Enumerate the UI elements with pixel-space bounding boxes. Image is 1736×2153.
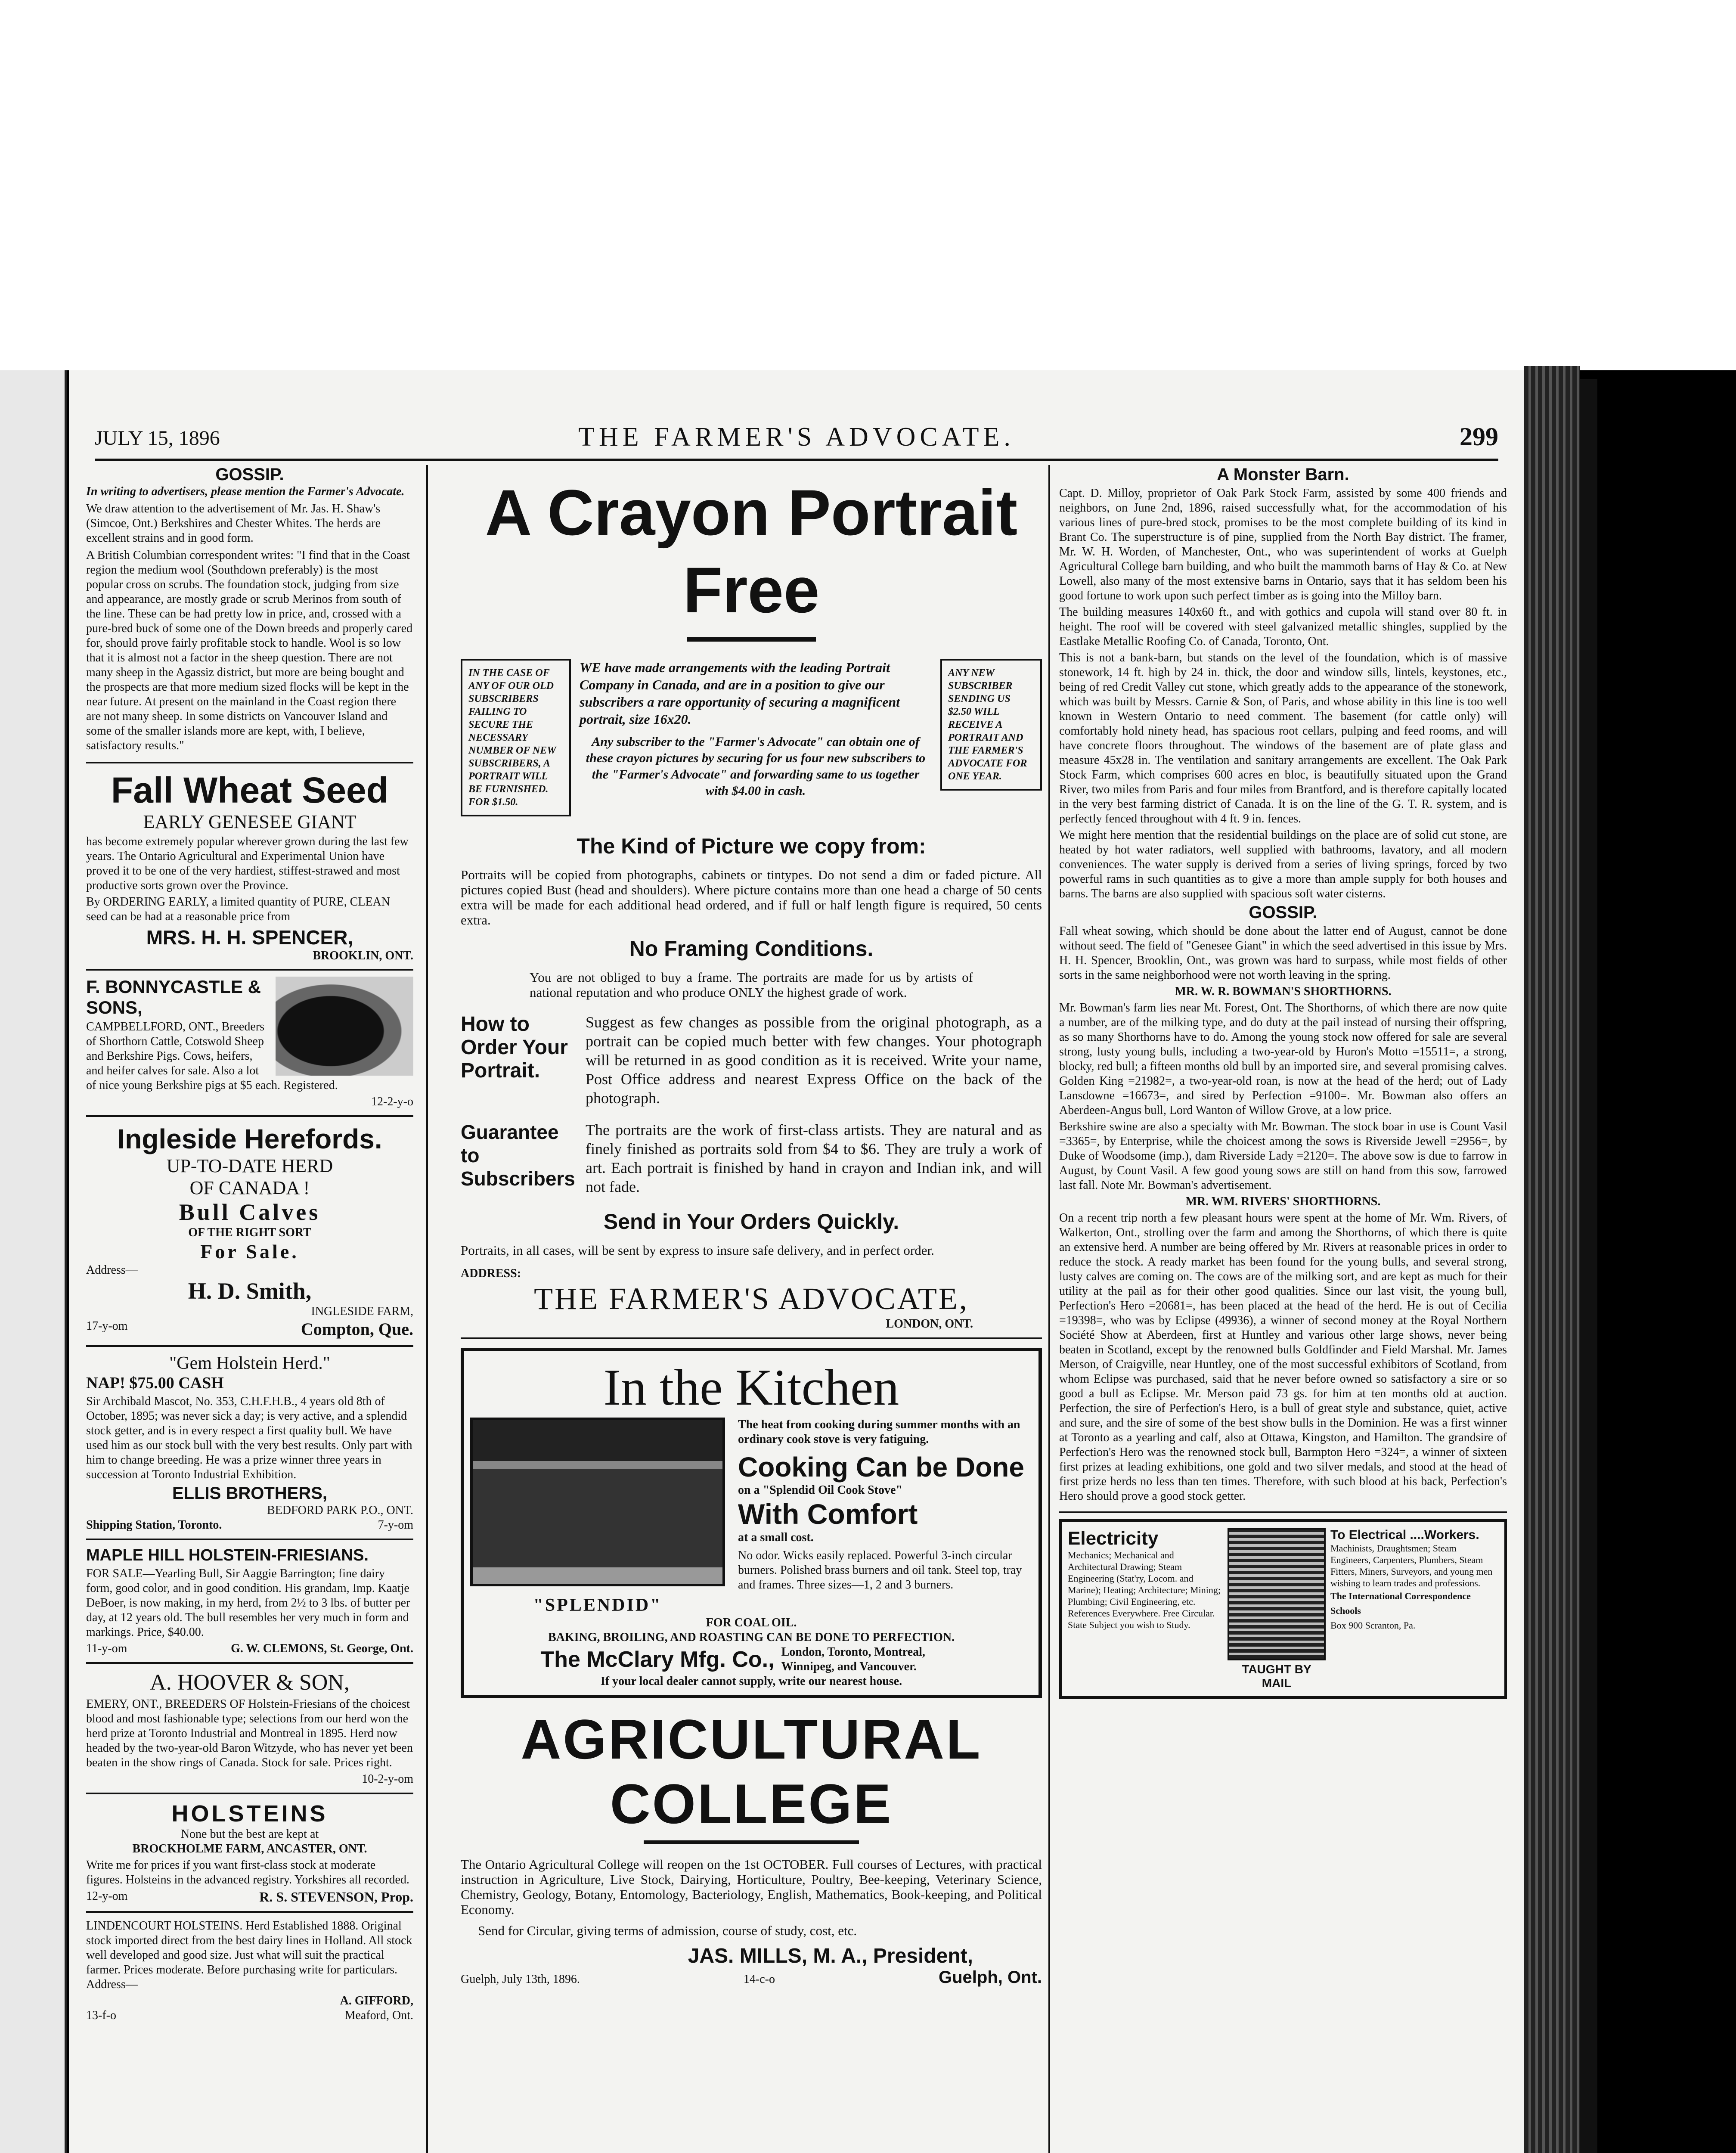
header-rule (95, 459, 1498, 461)
center-column (461, 465, 1042, 2153)
ingleside-farm: INGLESIDE FARM, (311, 1305, 413, 1318)
college-code: 14-c-o (743, 1973, 775, 1986)
gossip-paragraph: Fall wheat sowing, which should be done about the latter end of August, cannot be done without seed. The field of "Genesee Giant" in which the seed advertised in this issue by Mrs. H. H. Spencer, Brooklin, Ont., was grown was hard to surpass, while most fields of other sorts in the same neighborhood were not worth leaving in the spring. (1059, 924, 1507, 982)
wheat-seller: MRS. H. H. SPENCER, (146, 926, 353, 949)
crayon-portrait-ad (461, 474, 1042, 1339)
column-divider (1048, 465, 1050, 2153)
gossip-paragraph: Mr. Bowman's farm lies near Mt. Forest, Ont. The Shorthorns, of which there are now quite a number, are of the milking type, and do duty at the pail instead of nursing their offspring, as so many Shorthorns have to do. Among the young stock now offered for sale are several strong, lusty young bulls, including a two-year-old by Huron's Motto =15511=, a strong, blocky, red bull; a fifteen months old bull by an imported sire, and several promising calves. Golden King =21982=, a two-year-old roan, is now at the head of the herd; out of Lady Lansdowne =16673=, and sired by Perfection =9100=. Mr. Bowman also offers an Aberdeen-Angus bull, Lord Wanton of Willow Grove, at a low price. (1059, 1001, 1507, 1117)
send-heading: Send in Your Orders Quickly. (603, 1210, 899, 1234)
college-town: Guelph, Ont. (939, 1968, 1042, 1987)
gem-body: Sir Archibald Mascot, No. 353, C.H.F.H.B., 4 years old 8th of October, 1895; was never sick a day; is very active, and a splendid stock getter, and is in every respect a first quality bull. We have used him as our stock bull with the very best results. Only part with him to change breeding. He was a prize winner three years in succession at Toronto Industrial Exhibition. (86, 1395, 412, 1481)
ingleside-heading: Ingleside Herefords. (117, 1123, 382, 1154)
page-number: 299 (1460, 422, 1498, 451)
ingleside-code: 17-y-om (86, 1319, 128, 1333)
wheat-variety: EARLY GENESEE GIANT (143, 811, 356, 832)
gossip-paragraph: Berkshire swine are also a specialty with Mr. Bowman. The stock boar in use is Count Vasil =3365=, by Enterprise, while the choicest among the sows is Riverside Jewell =2956=, by Duke of Woodsome (imp.), dam Riverside Lady =2120=. The above sow is due to farrow in August, by Count Vasil. A few good young sows are still on hand from this sow, farrowed last fall. Note Mr. Bowman's advertisement. (1059, 1120, 1507, 1192)
holsteins-heading: HOLSTEINS (171, 1801, 328, 1827)
barn-paragraph: We might here mention that the residential buildings on the place are of solid cut stone, are heated by hot water radiators, well supplied with bathrooms, lavatory, and all modern conveniences. The water supply is derived from a series of living springs, forced by two powerful rams in such quantities as to give a more than ample supply for both houses and barns. The barns are also supplied with spacious soft water cisterns. (1059, 828, 1507, 900)
ingleside-name: H. D. Smith, (188, 1278, 312, 1304)
barn-heading: A Monster Barn. (1217, 465, 1349, 484)
address-label: ADDRESS: (461, 1267, 521, 1280)
college-ad (461, 1707, 1042, 1987)
college-footer (461, 1968, 1042, 1987)
kitchen-maker-row (470, 1645, 1032, 1674)
gossip-heading: GOSSIP. (215, 465, 284, 484)
kitchen-dealer: If your local dealer cannot supply, write our nearest house. (600, 1675, 902, 1688)
lindencourt-footer (86, 2008, 413, 2023)
wheat-body: has become extremely popular wherever grown during the last few years. The Ontario Agricultural and Experimental Union have proved it to be one of the very hardiest, stiffest-strawed and most productive sorts grown over the Province. (86, 835, 409, 892)
old-subscriber-box: IN THE CASE OF ANY OF OUR OLD SUBSCRIBERS FAILING TO SECURE THE NECESSARY NUMBER OF NEW SUBSCRIBERS, A PORTRAIT WILL BE FURNISHED. FOR $1.50. (461, 659, 571, 816)
right-column (1059, 465, 1507, 2153)
kitchen-maker: The McClary Mfg. Co., (540, 1647, 775, 1672)
wheat-heading: Fall Wheat Seed (111, 770, 389, 810)
crayon-offer-row (461, 659, 1042, 816)
holsteins-code: 12-y-om (86, 1889, 128, 1903)
kitchen-features: No odor. Wicks easily replaced. Powerful 3-inch circular burners. Polished brass burners and oil tank. Steel top, tray and frames. Three sizes—1, 2 and 3 burners. (738, 1549, 1022, 1591)
lindencourt-name: A. GIFFORD, (340, 1994, 413, 2007)
bonnycastle-body: CAMPBELLFORD, ONT., Breeders of Shorthorn Cattle, Cotswold Sheep and Berkshire Pigs. Cows, heifers, and heifer calves for sale. Also a lot of nice young Berkshire pigs at $5 each. Registered. (86, 1020, 338, 1092)
lindencourt-town: Meaford, Ont. (344, 2009, 413, 2022)
maple-hill-ad (86, 1546, 413, 1664)
book-spine (1524, 366, 1580, 2153)
framing-body: You are not obliged to buy a frame. The portraits are made for us by artists of national reputation and who produce ONLY the highest grade of work. (530, 970, 973, 1000)
monster-barn-article (1059, 465, 1507, 901)
gem-station: Shipping Station, Toronto. (86, 1518, 222, 1532)
college-body: The Ontario Agricultural College will reopen on the 1st OCTOBER. Full courses of Lectures, with practical instruction in Agriculture, Live Stock, Dairying, Horticulture, Poultry, Bee-keeping, Veterinary Science, Chemistry, Geology, Botany, Entomology, Bacteriology, English, Mathematics, Book-keeping, and Political Economy. (461, 1857, 1042, 1917)
gossip-subheading: MR. WM. RIVERS' SHORTHORNS. (1185, 1195, 1381, 1208)
kitchen-uses: BAKING, BROILING, AND ROASTING CAN BE DONE TO PERFECTION. (548, 1631, 955, 1644)
electricity-left (1068, 1528, 1223, 1690)
gossip-paragraph: We draw attention to the advertisement of Mr. Jas. H. Shaw's (Simcoe, Ont.) Berkshires and Chester Whites. The herds are excellent strains and in good form. (86, 502, 381, 545)
ingleside-sub: OF CANADA ! (189, 1177, 310, 1198)
ingleside-sort: OF THE RIGHT SORT (188, 1226, 311, 1239)
bonnycastle-code: 12-2-y-o (371, 1095, 413, 1108)
college-president: JAS. MILLS, M. A., President, (688, 1945, 973, 1967)
maple-code: 11-y-om (86, 1642, 127, 1655)
college-dateline: Guelph, July 13th, 1896. (461, 1973, 580, 1986)
bonnycastle-ad (86, 977, 413, 1117)
framing-heading: No Framing Conditions. (629, 937, 874, 961)
holsteins-footer (86, 1889, 413, 1905)
new-subscriber-box: ANY NEW SUBSCRIBER SENDING US $2.50 WILL RECEIVE A PORTRAIT AND THE FARMER'S ADVOCATE FOR ONE YEAR. (940, 659, 1042, 791)
electricity-emblem (1227, 1528, 1326, 1690)
kitchen-left (470, 1418, 725, 1616)
wheat-order: By ORDERING EARLY, a limited quantity of PURE, CLEAN seed can be had at a reasonable price from (86, 895, 390, 923)
wheat-ad (86, 769, 413, 971)
gossip-note: In writing to advertisers, please mention the Farmer's Advocate. (86, 485, 405, 498)
college-heading: AGRICULTURAL COLLEGE (521, 1708, 982, 1835)
ornament-rule (687, 637, 816, 642)
gem-footer (86, 1518, 413, 1533)
lindencourt-body: LINDENCOURT HOLSTEINS. Herd Established 1888. Original stock imported direct from the best dairy lines in Holland. All stock well developed and good size. Just what will suit the practical farmer. Prices moderate. Before purchasing write for particulars. Address— (86, 1919, 412, 1991)
gossip-section (86, 465, 413, 763)
oil-stove-icon (470, 1418, 725, 1586)
ingleside-address: Address— (86, 1263, 138, 1277)
electricity-right-body: Machinists, Draughtsmen; Steam Engineers, Carpenters, Plumbers, Steam Fitters, Miners, Surveyors, and young men wishing to learn trades and professions. (1330, 1543, 1493, 1588)
bull-illustration-icon (276, 977, 413, 1076)
order-body: Suggest as few changes as possible from the original photograph, as a portrait can be copied much better with few changes. Your photograph will be returned in as good condition as it is received. Write your name, Post Office address and nearest Express Office on the back of the photograph. (586, 1014, 1042, 1107)
holsteins-body: Write me for prices if you want first-class stock at moderate figures. Holsteins in the advanced registry. Yorkshires all recorded. (86, 1858, 409, 1886)
ingleside-footer (86, 1319, 413, 1339)
ingleside-bulls: Bull Calves (179, 1199, 321, 1225)
crayon-offer-text (580, 659, 932, 799)
guarantee-row (461, 1120, 1042, 1196)
crayon-intro: WE have made arrangements with the leading Portrait Company in Canada, and are in a position to give our subscribers a rare opportunity of securing a magnificent portrait, size 16x20. (580, 660, 900, 727)
address-town: LONDON, ONT. (886, 1317, 973, 1331)
guarantee-label: Guarantee to Subscribers (461, 1121, 575, 1190)
emblem-text: TAUGHT BY MAIL (1242, 1663, 1311, 1690)
gem-po: BEDFORD PARK P.O., ONT. (267, 1504, 413, 1517)
order-label: How to Order Your Portrait. (461, 1013, 568, 1082)
electricity-box: Box 900 Scranton, Pa. (1330, 1620, 1416, 1631)
send-body: Portraits, in all cases, will be sent by express to insure safe delivery, and in perfect order. (461, 1243, 934, 1258)
crayon-offer: Any subscriber to the "Farmer's Advocate" can obtain one of these crayon pictures by securing for us four new subscribers to the "Farmer's Advocate" and forwarding same to us together with $4.00 in cash. (586, 735, 926, 798)
electricity-heading: Electricity (1068, 1528, 1159, 1549)
adjacent-page-edge (0, 370, 67, 2153)
kitchen-intro: The heat from cooking during summer months with an ordinary cook stove is very fatiguing. (738, 1418, 1020, 1446)
kitchen-cost: at a small cost. (738, 1531, 814, 1544)
kitchen-row (470, 1418, 1032, 1616)
kitchen-line3: With Comfort (738, 1498, 918, 1530)
kitchen-ad (461, 1348, 1042, 1698)
barn-paragraph: The building measures 140x60 ft., and with gothics and cupola will stand over 80 ft. in height. The roof will be covered with steel galvanized metallic shingles, supplied by the Eastlake Metallic Roofing Co. of Canada, Toronto, Ont. (1059, 605, 1507, 648)
kitchen-line1: Cooking Can be Done (738, 1452, 1024, 1483)
kitchen-fuel: FOR COAL OIL. (706, 1616, 797, 1629)
kind-heading: The Kind of Picture we copy from: (577, 834, 926, 858)
gem-snap: NAP! $75.00 CASH (86, 1374, 224, 1392)
guarantee-body: The portraits are the work of first-class artists. They are natural and as finely finished as portraits sold from $4 to $6. They are truly a work of art. Each portrait is finished by hand in crayon and Indian ink, and will not fade. (586, 1121, 1042, 1195)
kind-body: Portraits will be copied from photographs, cabinets or tintypes. Do not send a dim or faded picture. All pictures copied Bust (head and shoulders). Where picture contains more than one head a charge of 50 cents extra will be made for each additional head ordered, and if full or half length figure is required, 50 cents extra. (461, 867, 1042, 928)
bonnycastle-name: F. BONNYCASTLE & SONS, (86, 977, 261, 1018)
book-edge (1580, 379, 1597, 2153)
gossip-paragraph: On a recent trip north a few pleasant hours were spent at the home of Mr. Wm. Rivers, of Walkerton, Ont., strolling over the farm and among the Shorthorns, of which there is quite an extensive herd. A number are being offered by Mr. Rivers at reasonable prices in order to reduce the stock. A ready market has been found for the young bulls, and several strong, lusty calves are coming on. The cows are of the milking sort, and are kept as much for their utility at the pail as for their other good qualities. Since our last visit, the young bull, Perfection's Hero =20681=, has been placed at the head of the herd. He is out of Cecilia =19398=, who was by Eclipse (49936), a winner of second money at the Royal Northern Société Show at Aberdeen, first at Huntley and various other large shows, never being beaten in Scotland, except by the renowned bulls Goldfinder and Field Marshal. Mr. James Merson, of Craigville, near Huntley, one of the most successful exhibitors of Scotland, from whom Eclipse was purchased, said that he never before owned so satisfactory a sire or so good a bull as Eclipse. Mr. Merson paid 73 gs. for him at ten months old at auction. Perfection, the sire of Perfection's Hero, is a bull of great style and substance, quiet, active and sure, and the sire of some of the best show bulls in the Dominion. He was a first winner at Toronto as a yearling and calf, also at Ottawa, Kingston, and Hamilton. The grandsire of Perfection's Hero was the renowned stock bull, Barmpton Hero =324=, a winner of sixteen first prizes at leading exhibitions, one gold and two silver medals, and stood at the head of first prize herds no less than ten times. Therefore, with such blood at his back, Perfection's Hero should prove a good stock getter. (1059, 1211, 1507, 1503)
maple-name: G. W. CLEMONS, St. George, Ont. (231, 1642, 413, 1655)
ingleside-sale: For Sale. (200, 1241, 299, 1263)
gem-heading: "Gem Holstein Herd." (169, 1353, 330, 1373)
scan-background (0, 0, 1736, 370)
wheat-town: BROOKLIN, ONT. (313, 949, 413, 962)
holsteins-ad (86, 1800, 413, 1913)
column-divider (426, 465, 428, 2153)
kitchen-cities: London, Toronto, Montreal, Winnipeg, and Vancouver. (781, 1645, 925, 1673)
lindencourt-ad (86, 1919, 413, 2023)
page-header (95, 422, 1498, 456)
left-column (86, 465, 413, 2153)
barn-paragraph: Capt. D. Milloy, proprietor of Oak Park Stock Farm, assisted by some 400 friends and neighbors, on June 2nd, 1896, raised successfully what, for the accommodation of his various lines of pure-bred stock, promises to be the most complete building of its kind in Brant Co. The superstructure is of pine, supplied from the North Bay district. The framer, Mr. W. H. Worden, of Manchester, Ont., who was superintendent of works at Guelph Agricultural College barn building, and who built the mammoth barns of Hay & Co. at New Lowell, also many of the most extensive barns in Ontario, says that it has seldom been his good fortune to work upon such perfect timber as is going into the Milloy barn. (1059, 487, 1507, 602)
hoover-heading: A. HOOVER & SON, (150, 1670, 350, 1695)
header-date: JULY 15, 1896 (95, 427, 220, 450)
ingleside-ad (86, 1123, 413, 1347)
kitchen-right (738, 1418, 1032, 1616)
holsteins-sub: None but the best are kept at (180, 1827, 319, 1841)
gossip-heading: GOSSIP. (1249, 903, 1318, 922)
gossip-subheading: MR. W. R. BOWMAN'S SHORTHORNS. (1175, 985, 1392, 998)
gossip-section (1059, 903, 1507, 1513)
hoover-ad (86, 1670, 413, 1794)
maple-heading: MAPLE HILL HOLSTEIN-FRIESIANS. (86, 1546, 369, 1564)
ingleside-town: Compton, Que. (301, 1319, 413, 1339)
stove-name: "SPLENDID" (533, 1595, 662, 1615)
ingleside-sub: UP-TO-DATE HERD (166, 1155, 333, 1176)
college-circular: Send for Circular, giving terms of admission, course of study, cost, etc. (478, 1923, 857, 1938)
gem-holstein-ad (86, 1353, 413, 1540)
masthead-title: THE FARMER'S ADVOCATE. (578, 422, 1015, 452)
lindencourt-code: 13-f-o (86, 2009, 116, 2022)
order-row (461, 1013, 1042, 1108)
electricity-ad (1059, 1519, 1507, 1699)
gem-code: 7-y-om (378, 1518, 413, 1532)
address-name: THE FARMER'S ADVOCATE, (534, 1281, 969, 1316)
electricity-right-heading: To Electrical ....Workers. (1330, 1528, 1479, 1542)
hoover-body: EMERY, ONT., BREEDERS OF Holstein-Friesians of the choicest blood and most fashionable type; selections from our herd won the herd prize at Toronto Industrial and Montreal in 1895. Herd now headed by the two-year-old Baron Witzyde, who has never yet been beaten in the show rings of Canada. Stock for sale. Prices right. (86, 1697, 413, 1769)
gem-name: ELLIS BROTHERS, (172, 1484, 328, 1503)
kitchen-heading: In the Kitchen (603, 1359, 899, 1416)
newspaper-page (69, 370, 1524, 2153)
gossip-paragraph: A British Columbian correspondent writes: "I find that in the Coast region the medium wool (Southdown preferably) is the most popular cross on scrubs. The foundation stock, judging from size and appearance, are mostly grade or scrub Merinos from south of the line. These can be had pretty low in price, and, crossed with a pure-bred buck of some one of the Down breeds and properly cared for, should prove fairly profitable stock to handle. Wool is so low that it is almost not a factor in the sheep question. There are not many sheep in the Agassiz district, but more are being bought and the prospects are that more medium sized flocks will be kept in the near future. At present on the mainland in the Coast region there are not many sheep. In some districts on Vancouver Island and some of the smaller islands more are kept, with, I believe, satisfactory results." (86, 549, 413, 752)
electricity-right (1330, 1528, 1498, 1690)
maple-footer (86, 1641, 413, 1656)
hoover-code: 10-2-y-om (362, 1772, 413, 1786)
crayon-heading: A Crayon Portrait Free (485, 476, 1018, 626)
electricity-body: Mechanics; Mechanical and Architectural Drawing; Steam Engineering (Stat'ry, Locom. and Marine); Heating; Architecture; Mining; Plumbing; Civil Engineering, etc. References Everywhere. Free Circular. State Subject you wish to Study. (1068, 1550, 1221, 1630)
maple-body: FOR SALE—Yearling Bull, Sir Aaggie Barrington; fine dairy form, good color, and in good condition. His grandam, Imp. Kaatje DeBoer, is now making, in my herd, from 2½ to 3 lbs. of butter per day, at 12 years old. The bull resembles her very much in form and markings. Price, $40.00. (86, 1567, 410, 1639)
holsteins-farm: BROCKHOLME FARM, ANCASTER, ONT. (132, 1842, 367, 1855)
taught-by-mail-emblem-icon (1228, 1528, 1326, 1660)
kitchen-line2: on a "Splendid Oil Cook Stove" (738, 1483, 902, 1497)
barn-paragraph: This is not a bank-barn, but stands on the level of the foundation, which is of massive stonework, 14 ft. high by 24 in. thick, the door and window sills, lintels, keystones, etc., being of red Credit Valley cut stone, which greatly adds to the appearance of the stonework, which was built by Messrs. Carnie & Son, of Paris, and whose ability in this line is too well known in Western Ontario to need comment. The basement (for cattle only) will comfortably hold ninety head, has spacious root cellars, pulping and feed rooms, and will have concrete floors throughout. The windows of the basement are of plate glass and measure 45x28 in. The ventilation and sanitary arrangements are excellent. The Oak Park Stock Farm, which comprises 600 acres en bloc, is beautifully situated upon the Grand River, two miles from Paris and four miles from Brantford, and is therefore capitally located in the very best farming district of Canada. It is on the line of the G. T. R. system, and is perfectly fenced throughout with 4 ft. 9 in. fences. (1059, 651, 1507, 825)
ornament-rule (644, 1840, 859, 1844)
holsteins-name: R. S. STEVENSON, Prop. (259, 1889, 413, 1905)
electricity-school: The International Correspondence Schools (1330, 1591, 1471, 1616)
